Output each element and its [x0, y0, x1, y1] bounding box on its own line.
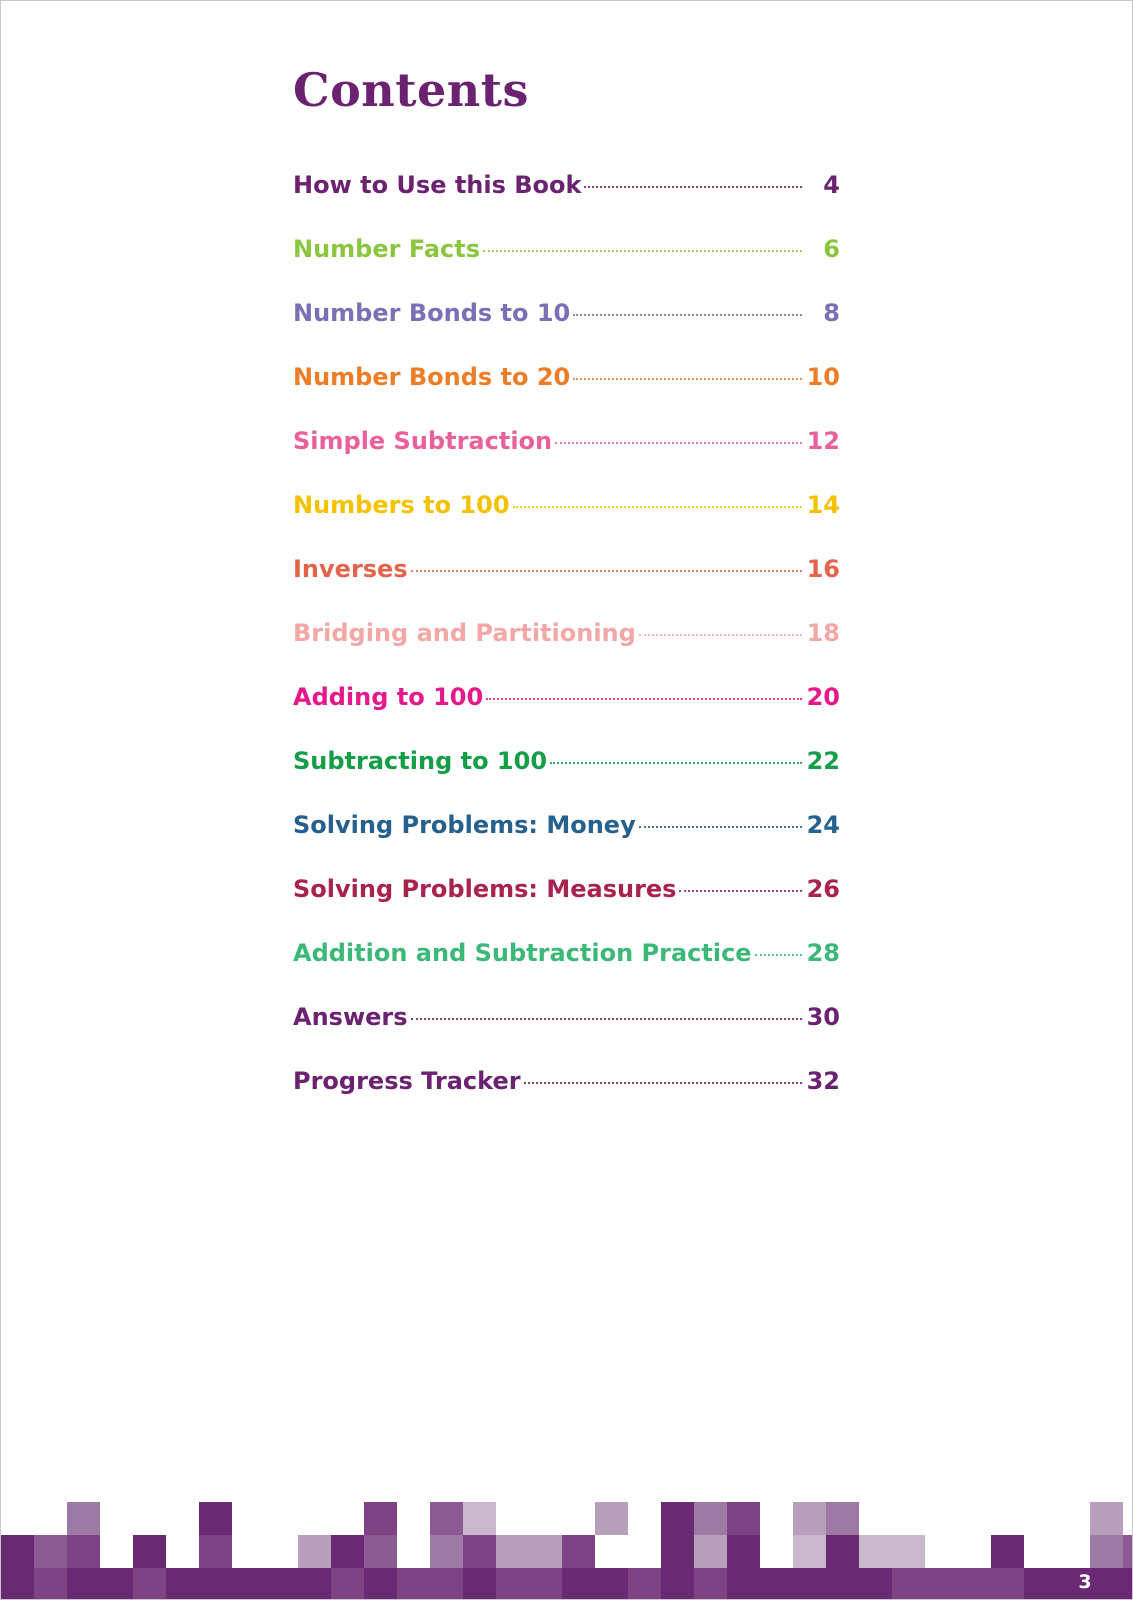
mosaic-square: [1090, 1502, 1123, 1535]
mosaic-square: [760, 1568, 793, 1600]
dot-leader: [411, 1018, 802, 1020]
toc-entry-title: Number Bonds to 20: [293, 363, 571, 391]
mosaic-square: [694, 1535, 727, 1568]
toc-entry-page: 28: [806, 939, 840, 967]
toc-entry-title: Number Facts: [293, 235, 480, 263]
mosaic-square: [595, 1568, 628, 1600]
mosaic-square: [34, 1535, 67, 1568]
mosaic-square: [661, 1502, 694, 1535]
toc-entry-title: Simple Subtraction: [293, 427, 553, 455]
mosaic-square: [958, 1568, 991, 1600]
mosaic-square: [232, 1568, 265, 1600]
dot-leader: [486, 698, 802, 700]
table-of-contents: [293, 171, 840, 1131]
mosaic-square: [265, 1568, 298, 1600]
toc-entry[interactable]: [293, 427, 840, 491]
toc-entry-page: 24: [806, 811, 840, 839]
dot-leader: [573, 378, 802, 380]
toc-entry-page: 22: [806, 747, 840, 775]
mosaic-square: [727, 1568, 760, 1600]
mosaic-square: [364, 1568, 397, 1600]
mosaic-square: [430, 1502, 463, 1535]
mosaic-square: [859, 1535, 892, 1568]
mosaic-square: [1, 1535, 34, 1568]
toc-entry-title: Solving Problems: Measures: [293, 875, 677, 903]
mosaic-square: [463, 1502, 496, 1535]
dot-leader: [584, 186, 802, 188]
mosaic-square: [529, 1535, 562, 1568]
toc-entry-title: Subtracting to 100: [293, 747, 548, 775]
dot-leader: [524, 1082, 802, 1084]
mosaic-square: [793, 1535, 826, 1568]
mosaic-square: [496, 1568, 529, 1600]
mosaic-square: [463, 1535, 496, 1568]
mosaic-square: [529, 1568, 562, 1600]
mosaic-square: [661, 1535, 694, 1568]
mosaic-square: [298, 1568, 331, 1600]
mosaic-square: [67, 1568, 100, 1600]
toc-entry-title: Numbers to 100: [293, 491, 510, 519]
toc-entry-page: 32: [806, 1067, 840, 1095]
toc-entry-title: Adding to 100: [293, 683, 484, 711]
toc-entry-title: Inverses: [293, 555, 408, 583]
mosaic-square: [859, 1568, 892, 1600]
toc-entry-title: Solving Problems: Money: [293, 811, 636, 839]
mosaic-square: [793, 1568, 826, 1600]
mosaic-square: [67, 1502, 100, 1535]
toc-entry[interactable]: [293, 363, 840, 427]
dot-leader: [639, 634, 802, 636]
dot-leader: [679, 890, 802, 892]
mosaic-square: [364, 1535, 397, 1568]
toc-entry[interactable]: [293, 1003, 840, 1067]
toc-entry-title: Addition and Subtraction Practice: [293, 939, 752, 967]
mosaic-square: [661, 1568, 694, 1600]
toc-entry[interactable]: [293, 939, 840, 1003]
mosaic-square: [1, 1568, 34, 1600]
mosaic-square: [991, 1568, 1024, 1600]
toc-entry[interactable]: [293, 1067, 840, 1131]
toc-entry-title: Progress Tracker: [293, 1067, 521, 1095]
toc-entry-title: Answers: [293, 1003, 408, 1031]
mosaic-square: [826, 1535, 859, 1568]
toc-entry-page: 20: [806, 683, 840, 711]
page-number: 3: [1078, 1571, 1092, 1593]
mosaic-square: [199, 1535, 232, 1568]
toc-entry-page: 14: [806, 491, 840, 519]
dot-leader: [555, 442, 802, 444]
mosaic-square: [694, 1502, 727, 1535]
mosaic-square: [133, 1535, 166, 1568]
mosaic-square: [826, 1568, 859, 1600]
mosaic-square: [133, 1568, 166, 1600]
mosaic-square: [1024, 1568, 1057, 1600]
mosaic-square: [34, 1568, 67, 1600]
pixel-mosaic-decoration: [1, 1511, 1133, 1600]
mosaic-square: [727, 1535, 760, 1568]
toc-entry-page: 26: [806, 875, 840, 903]
mosaic-square: [694, 1568, 727, 1600]
mosaic-square: [595, 1502, 628, 1535]
mosaic-square: [826, 1502, 859, 1535]
mosaic-square: [892, 1568, 925, 1600]
mosaic-square: [892, 1535, 925, 1568]
dot-leader: [639, 826, 802, 828]
toc-entry-page: 16: [806, 555, 840, 583]
toc-entry-title: How to Use this Book: [293, 171, 582, 199]
mosaic-square: [298, 1535, 331, 1568]
toc-entry-title: Bridging and Partitioning: [293, 619, 636, 647]
mosaic-square: [100, 1568, 133, 1600]
toc-entry-page: 4: [823, 171, 840, 199]
mosaic-square: [331, 1535, 364, 1568]
toc-entry[interactable]: [293, 875, 840, 939]
toc-entry-page: 18: [806, 619, 840, 647]
mosaic-square: [1123, 1568, 1133, 1600]
page-title: Contents: [293, 63, 529, 117]
mosaic-square: [562, 1568, 595, 1600]
toc-entry[interactable]: [293, 491, 840, 555]
toc-entry[interactable]: [293, 811, 840, 875]
mosaic-square: [430, 1535, 463, 1568]
mosaic-square: [991, 1535, 1024, 1568]
mosaic-square: [331, 1568, 364, 1600]
toc-entry-page: 8: [823, 299, 840, 327]
toc-entry-page: 6: [823, 235, 840, 263]
mosaic-square: [496, 1535, 529, 1568]
mosaic-square: [628, 1568, 661, 1600]
toc-entry-page: 30: [806, 1003, 840, 1031]
toc-entry-title: Number Bonds to 10: [293, 299, 571, 327]
mosaic-square: [166, 1568, 199, 1600]
dot-leader: [573, 314, 802, 316]
mosaic-square: [199, 1502, 232, 1535]
mosaic-square: [397, 1568, 430, 1600]
dot-leader: [550, 762, 802, 764]
mosaic-square: [67, 1535, 100, 1568]
toc-entry[interactable]: [293, 619, 840, 683]
mosaic-square: [1123, 1535, 1133, 1568]
toc-entry[interactable]: [293, 171, 840, 235]
mosaic-square: [562, 1535, 595, 1568]
mosaic-square: [364, 1502, 397, 1535]
mosaic-square: [727, 1502, 760, 1535]
mosaic-square: [430, 1568, 463, 1600]
dot-leader: [483, 250, 802, 252]
mosaic-square: [1090, 1535, 1123, 1568]
mosaic-square: [793, 1502, 826, 1535]
mosaic-square: [925, 1568, 958, 1600]
mosaic-square: [463, 1568, 496, 1600]
toc-entry[interactable]: [293, 747, 840, 811]
mosaic-square: [199, 1568, 232, 1600]
toc-entry[interactable]: [293, 555, 840, 619]
dot-leader: [513, 506, 802, 508]
toc-entry[interactable]: [293, 235, 840, 299]
toc-entry-page: 12: [806, 427, 840, 455]
toc-entry[interactable]: [293, 683, 840, 747]
dot-leader: [411, 570, 802, 572]
toc-entry-page: 10: [806, 363, 840, 391]
toc-entry[interactable]: [293, 299, 840, 363]
dot-leader: [755, 954, 802, 956]
